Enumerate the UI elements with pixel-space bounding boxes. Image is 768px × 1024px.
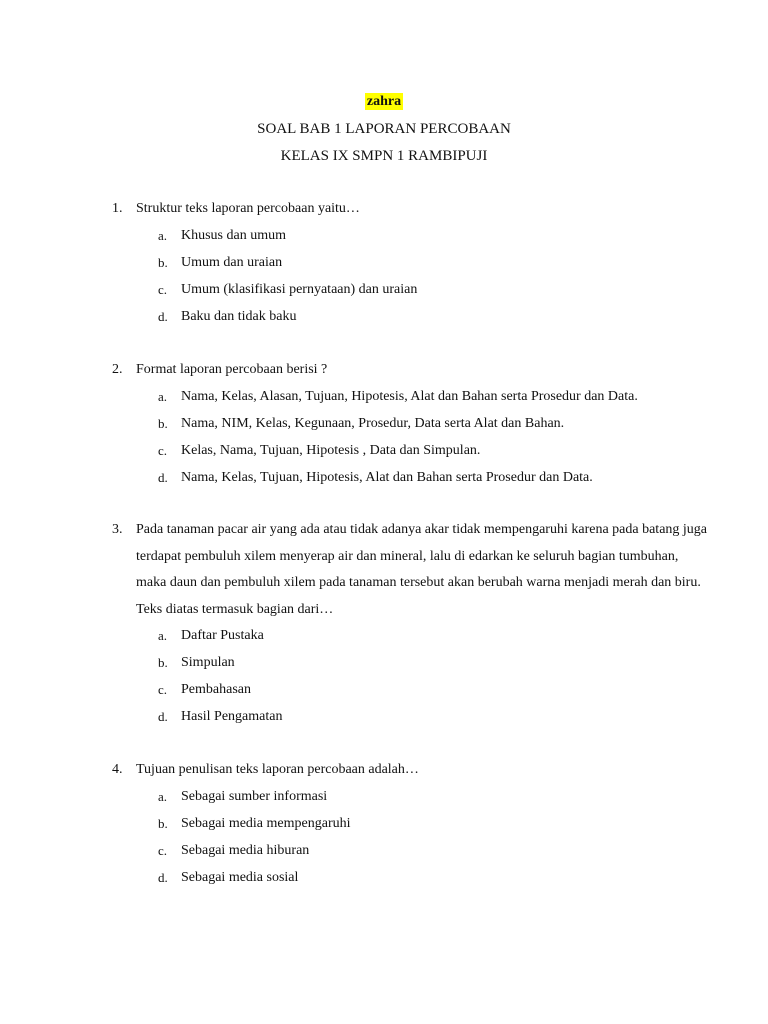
option-text: Sebagai media mempengaruhi — [181, 815, 351, 831]
option-letter: a. — [158, 227, 168, 243]
question-number: 4. — [112, 762, 123, 777]
option-text: Sebagai media hiburan — [181, 842, 310, 858]
option-text: Simpulan — [181, 655, 235, 670]
option-letter: b. — [158, 815, 168, 831]
option-letter: b. — [158, 415, 168, 431]
option-text: Sebagai media sosial — [181, 869, 299, 885]
option-b — [112, 811, 712, 838]
option-d — [112, 704, 712, 731]
question-text: Tujuan penulisan teks laporan percobaan adalah… — [136, 762, 419, 777]
option-a — [112, 384, 712, 411]
option-letter: d. — [158, 709, 168, 724]
option-text: Umum dan uraian — [181, 254, 283, 270]
question-number: 2. — [112, 362, 123, 377]
option-letter: d. — [158, 869, 168, 885]
question-number: 3. — [112, 522, 123, 537]
option-letter: d. — [158, 469, 168, 485]
option-c — [112, 838, 712, 865]
option-letter: c. — [158, 281, 168, 297]
author-name — [0, 92, 768, 112]
option-text: Kelas, Nama, Tujuan, Hipotesis , Data dan Simpulan. — [181, 442, 481, 458]
option-letter: b. — [158, 254, 168, 270]
author-highlight: zahra — [366, 94, 402, 109]
option-letter: a. — [158, 788, 168, 804]
question-text: Pada tanaman pacar air yang ada atau tidak adanya akar tidak mempengaruhi karena pada batang juga terdapat pembuluh xilem menyerap air dan mineral, lalu di edarkan ke seluruh bagian tumbuhan, maka daun dan pembuluh xilem pada tanaman tersebut akan berubah warna menjadi merah dan biru. Teks diatas termasuk bagian dari… — [136, 522, 708, 617]
option-text: Hasil Pengamatan — [181, 709, 283, 724]
option-d — [112, 865, 712, 892]
option-letter: a. — [158, 388, 168, 404]
question-text: Format laporan percobaan berisi ? — [136, 362, 328, 377]
option-list — [112, 384, 712, 492]
option-c — [112, 677, 712, 704]
question-number: 1. — [112, 201, 123, 216]
option-list — [112, 784, 712, 892]
option-text: Nama, Kelas, Tujuan, Hipotesis, Alat dan Bahan serta Prosedur dan Data. — [181, 469, 593, 485]
option-letter: c. — [158, 682, 168, 697]
option-list — [112, 223, 712, 331]
option-a — [112, 623, 712, 650]
option-text: Khusus dan umum — [181, 227, 286, 243]
question-stem — [112, 196, 712, 223]
option-text: Umum (klasifikasi pernyataan) dan uraian — [181, 281, 418, 297]
question-3 — [112, 517, 712, 731]
question-4 — [112, 757, 712, 892]
question-2 — [112, 357, 712, 492]
option-c — [112, 438, 712, 465]
option-b — [112, 650, 712, 677]
question-1 — [112, 196, 712, 331]
option-text: Nama, Kelas, Alasan, Tujuan, Hipotesis, Alat dan Bahan serta Prosedur dan Data. — [181, 388, 638, 404]
option-b — [112, 411, 712, 438]
option-a — [112, 223, 712, 250]
option-text: Baku dan tidak baku — [181, 308, 297, 324]
question-stem — [112, 357, 712, 384]
option-c — [112, 277, 712, 304]
question-stem — [112, 757, 712, 784]
option-text: Nama, NIM, Kelas, Kegunaan, Prosedur, Data serta Alat dan Bahan. — [181, 415, 565, 431]
option-letter: c. — [158, 442, 168, 458]
option-text: Daftar Pustaka — [181, 628, 264, 643]
option-b — [112, 250, 712, 277]
option-text: Sebagai sumber informasi — [181, 788, 328, 804]
question-text: Struktur teks laporan percobaan yaitu… — [136, 201, 360, 216]
document-title: SOAL BAB 1 LAPORAN PERCOBAAN — [257, 121, 511, 137]
option-text: Pembahasan — [181, 682, 251, 697]
option-d — [112, 465, 712, 492]
option-letter: d. — [158, 308, 168, 324]
document-subtitle: KELAS IX SMPN 1 RAMBIPUJI — [280, 148, 488, 164]
option-list — [112, 623, 712, 731]
option-d — [112, 304, 712, 331]
question-stem — [112, 517, 712, 623]
option-letter: a. — [158, 628, 168, 643]
option-a — [112, 784, 712, 811]
option-letter: c. — [158, 842, 168, 858]
option-letter: b. — [158, 655, 168, 670]
